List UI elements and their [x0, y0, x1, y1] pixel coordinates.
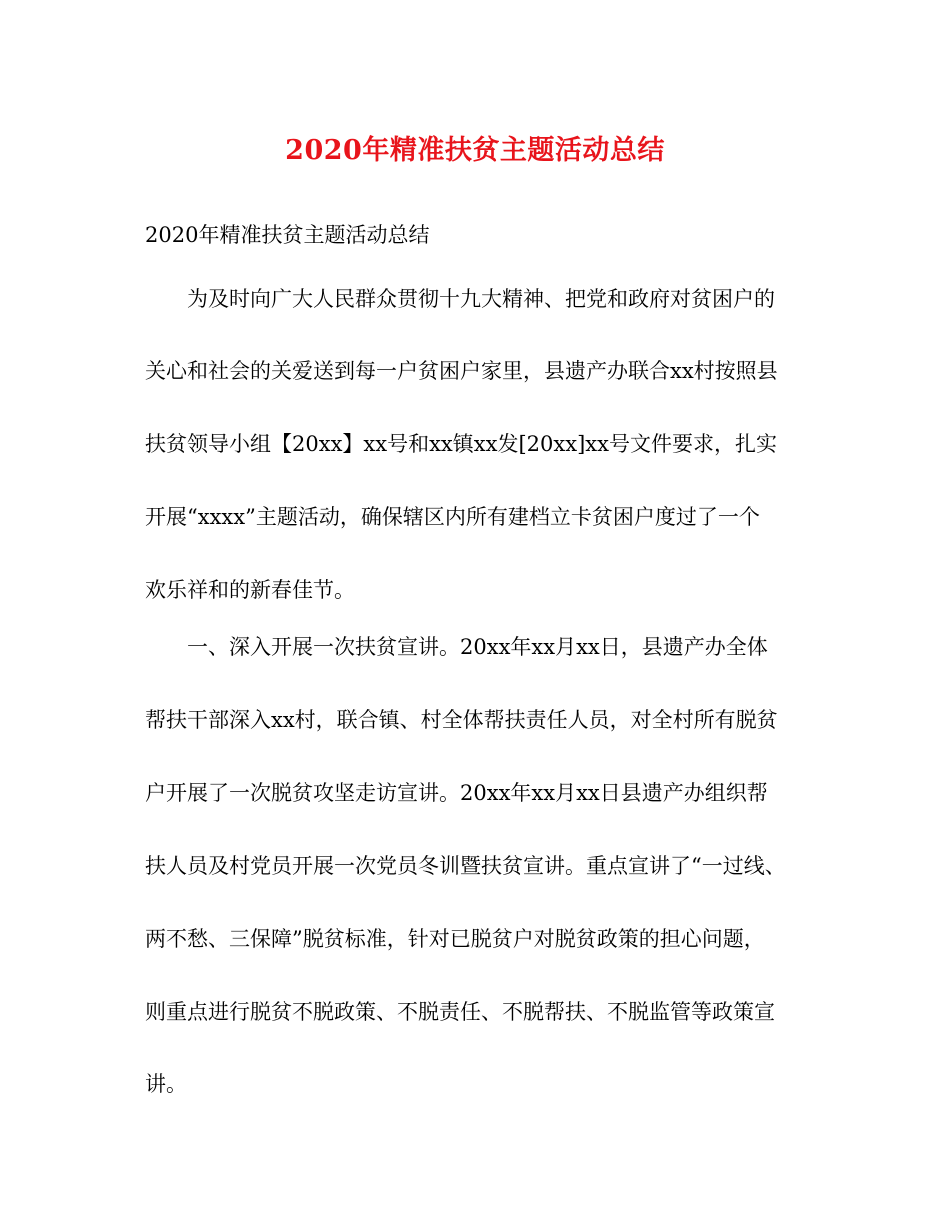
paragraph-line: 帮扶干部深入xx村，联合镇、村全体帮扶责任人员，对全村所有脱贫: [145, 708, 778, 732]
document-title: 2020年精准扶贫主题活动总结: [285, 135, 665, 166]
paragraph-line: 一、深入开展一次扶贫宣讲。20xx年xx月xx日，县遗产办全体: [187, 635, 768, 659]
paragraph-line: 为及时向广大人民群众贯彻十九大精神、把党和政府对贫困户的: [187, 287, 775, 311]
paragraph-line: 扶贫领导小组【20xx】xx号和xx镇xx发[20xx]xx号文件要求，扎实: [145, 432, 777, 456]
paragraph-line: 开展“xxxx”主题活动，确保辖区内所有建档立卡贫困户度过了一个: [145, 505, 760, 529]
paragraph-line: 两不愁、三保障”脱贫标准，针对已脱贫户对脱贫政策的担心问题，: [145, 927, 765, 951]
paragraph-line: 户开展了一次脱贫攻坚走访宣讲。20xx年xx月xx日县遗产办组织帮: [145, 781, 768, 805]
paragraph-line: 扶人员及村党员开展一次党员冬训暨扶贫宣讲。重点宣讲了“一过线、: [145, 854, 786, 878]
paragraph-line: 欢乐祥和的新春佳节。: [145, 578, 355, 602]
paragraph-line: 关心和社会的关爱送到每一户贫困户家里，县遗产办联合xx村按照县: [145, 359, 778, 383]
paragraph-line: 讲。: [145, 1072, 187, 1096]
document-subtitle: 2020年精准扶贫主题活动总结: [145, 223, 430, 247]
paragraph-line: 则重点进行脱贫不脱政策、不脱责任、不脱帮扶、不脱监管等政策宣: [145, 1000, 775, 1024]
